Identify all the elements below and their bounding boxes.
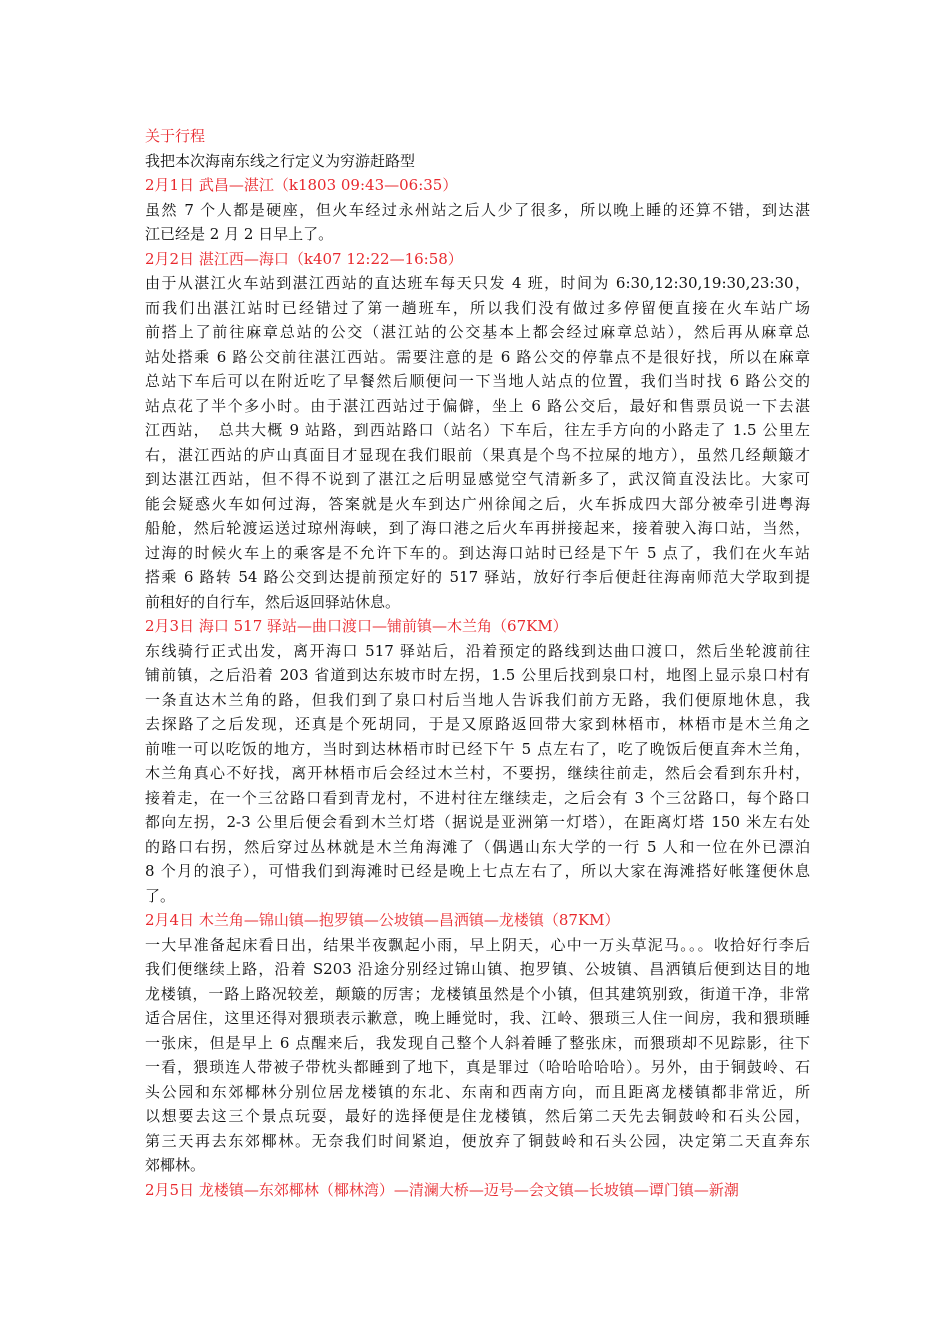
section-body [145,271,810,614]
section [145,247,810,615]
body-line: 的路口右拐，然后穿过丛林就是木兰角海滩了（偶遇山东大学的一行 5 人和一位在外已漂泊 [145,837,810,856]
body-line: 以想要去这三个景点玩耍，最好的选择便是住龙楼镇，然后第二天先去铜鼓岭和石头公园， [145,1107,810,1125]
body-line: 接着走，在一个三岔路口看到青龙村，不进村往左继续走，之后会有 3 个三岔路口，每个路口 [145,788,810,807]
body-line: 右，湛江西站的庐山真面目才显现在我们眼前（果真是个鸟不拉屎的地方），虽然几经颠簸才 [145,445,810,464]
body-line: 江西站， 总共大概 9 站路，到西站路口（站名）下车后，往左手方向的小路走了 1.5 公里左 [145,421,810,439]
doc-title: 关于行程 [145,127,206,145]
section-body [145,198,810,247]
body-line: 虽然 7 个人都是硬座，但火车经过永州站之后人少了很多，所以晚上睡的还算不错，到达湛 [145,200,810,219]
section-heading: 2月2日 湛江西—海口（k407 12:22—16:58） [145,249,463,268]
section [145,173,810,247]
body-line: 搭乘 6 路转 54 路公交到达提前预定好的 517 驿站，放好行李后便赶往海南师范大学取到提 [145,568,810,586]
body-line: 木兰角真心不好找，离开林梧市后会经过木兰村，不要拐，继续往前走，然后会看到东升村， [145,764,810,782]
section [145,908,810,1178]
body-line: 一大早准备起床看日出，结果半夜飘起小雨，早上阴天，心中一万头草泥马。。。收拾好行李后 [145,935,810,954]
section-body [145,933,810,1178]
body-line: 前租好的自行车，然后返回驿站休息。 [145,592,401,611]
body-line: 铺前镇，之后沿着 203 省道到达东坡市时左拐，1.5 公里后找到泉口村，地图上显示泉口村有 [145,666,810,684]
section-heading: 2月4日 木兰角—锦山镇—抱罗镇—公坡镇—昌洒镇—龙楼镇（87KM） [145,911,620,929]
body-line: 一看，猥琐连人带被子带枕头都睡到了地下，真是罪过（哈哈哈哈哈）。另外，由于铜鼓岭、石 [145,1058,810,1076]
body-line: 一条直达木兰角的路，但我们到了泉口村后当地人告诉我们前方无路，我们便原地休息，我 [145,690,810,709]
body-line: 头公园和东郊椰林分别位居龙楼镇的东北、东南和西南方向，而且距离龙楼镇都非常近，所 [145,1082,810,1101]
section [145,1178,810,1203]
body-line: 了。 [145,886,176,905]
body-line: 第三天再去东郊椰林。无奈我们时间紧迫，便放弃了铜鼓岭和石头公园，决定第二天直奔东 [145,1131,810,1150]
body-line: 到达湛江西站，但不得不说到了湛江之后明显感觉空气清新多了，武汉简直没法比。大家可 [145,470,810,488]
body-line: 前搭上了前往麻章总站的公交（湛江站的公交基本上都会经过麻章总站），然后再从麻章总 [145,323,810,341]
body-line: 去探路了之后发现，还真是个死胡同，于是又原路返回带大家到林梧市，林梧市是木兰角之 [145,715,810,733]
body-line: 船舱，然后轮渡运送过琼州海峡，到了海口港之后火车再拼接起来，接着驶入海口站，当然， [145,519,810,537]
document-page [145,124,810,1202]
body-line: 过海的时候火车上的乘客是不允许下车的。到达海口站时已经是下午 5 点了，我们在火车站 [145,543,810,562]
body-line: 站点花了半个多小时。由于湛江西站过于偏僻，坐上 6 路公交后，最好和售票员说一下去湛 [145,396,810,415]
body-line: 龙楼镇，一路上路况较差，颠簸的厉害；龙楼镇虽然是个小镇，但其建筑别致，街道干净，非常 [145,984,810,1003]
body-line: 一张床，但是早上 6 点醒来后，我发现自己整个人斜着睡了整张床，而猥琐却不见踪影，往下 [145,1033,810,1052]
section-heading: 2月3日 海口 517 驿站—曲口渡口—铺前镇—木兰角（67KM） [145,617,568,635]
section [145,614,810,908]
body-line: 郊椰林。 [145,1156,206,1174]
body-line: 都向左拐，2-3 公里后便会看到木兰灯塔（据说是亚洲第一灯塔），在距离灯塔 150 米左右处 [145,813,810,831]
body-line: 能会疑惑火车如何过海，答案就是火车到达广州徐闻之后，火车拆成四大部分被牵引进粤海 [145,494,810,513]
body-line: 东线骑行正式出发，离开海口 517 驿站后，沿着预定的路线到达曲口渡口，然后坐轮渡前往 [145,641,810,660]
body-line: 前唯一可以吃饭的地方，当时到达林梧市时已经下午 5 点左右了，吃了晚饭后便直奔木兰角， [145,739,810,758]
section-heading: 2月5日 龙楼镇—东郊椰林（椰林湾）—清澜大桥—迈号—会文镇—长坡镇—谭门镇—新潮 [145,1180,739,1199]
section-heading: 2月1日 武昌—湛江（k1803 09:43—06:35） [145,176,458,194]
body-line: 总站下车后可以在附近吃了早餐然后顺便问一下当地人站点的位置，我们当时找 6 路公交的 [145,372,810,390]
doc-intro: 我把本次海南东线之行定义为穷游赶路型 [145,151,416,170]
body-line: 由于从湛江火车站到湛江西站的直达班车每天只发 4 班，时间为 6:30,12:30,19:30,23:30， [145,274,810,292]
body-line: 我们便继续上路，沿着 S203 沿途分别经过锦山镇、抱罗镇、公坡镇、昌洒镇后便到达目的地 [145,960,810,978]
body-line: 而我们出湛江站时已经错过了第一趟班车，所以我们没有做过多停留便直接在火车站广场 [145,298,810,317]
body-line: 江已经是 2 月 2 日早上了。 [145,225,334,243]
section-body [145,639,810,909]
body-line: 适合居住，这里还得对猥琐表示歉意，晚上睡觉时，我、江岭、猥琐三人住一间房，我和猥琐睡 [145,1009,810,1027]
body-line: 站处搭乘 6 路公交前往湛江西站。需要注意的是 6 路公交的停靠点不是很好找，所以在麻章 [145,347,810,366]
body-line: 8 个月的浪子），可惜我们到海滩时已经是晚上七点左右了，所以大家在海滩搭好帐篷便休息 [145,862,810,880]
